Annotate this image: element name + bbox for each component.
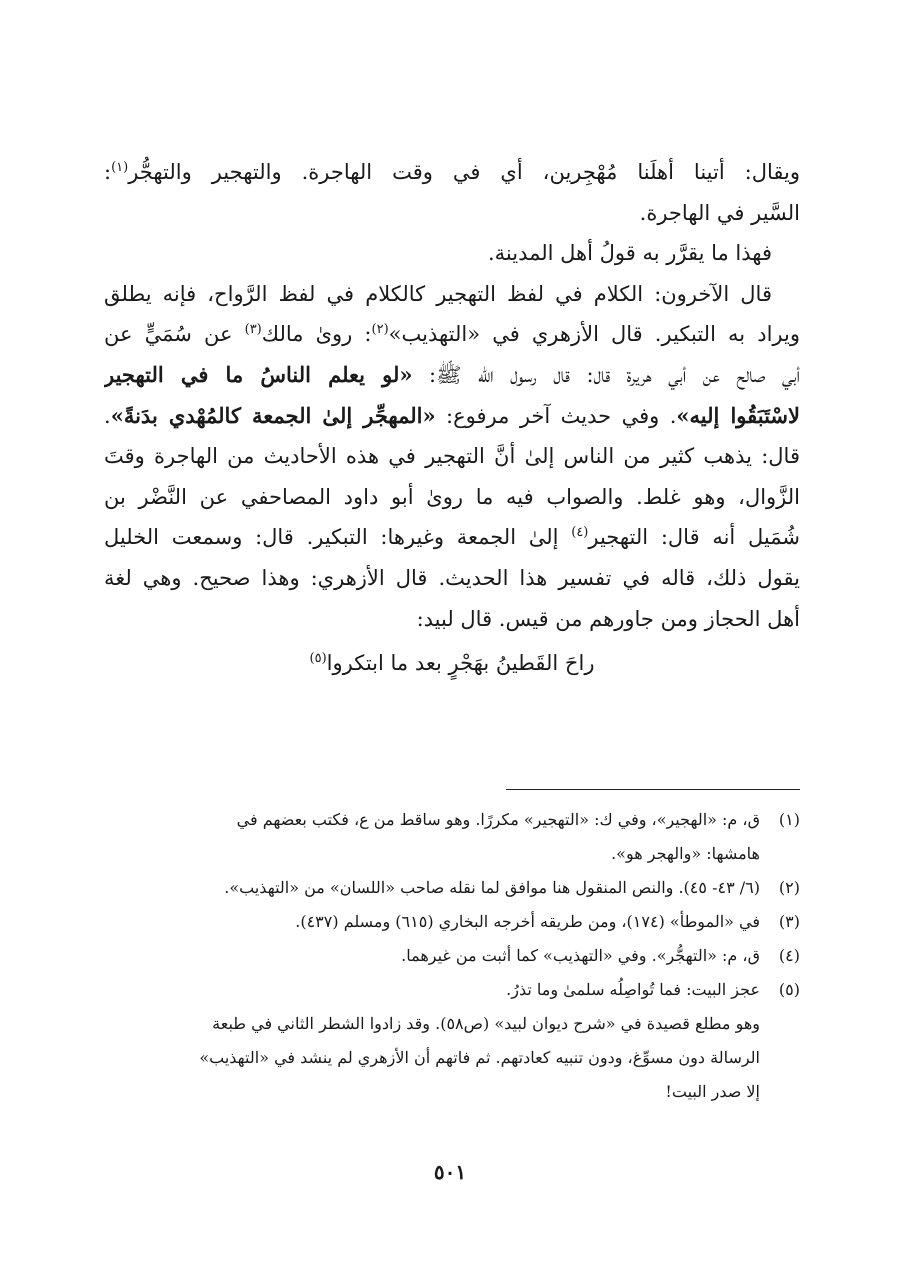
text-run: ويقال: أتينا أهلَنا مُهْجِرين، أي في وقت الهاجرة. والتهجير والتهجُّر [128,160,800,184]
footnote-text [104,803,760,871]
footnote-line: ق، م: «الهجير»، وفي ك: «التهجير» مكررًا. وهو ساقط من ع، فكتب بعضهم في [236,810,760,829]
footnote-text [104,871,760,905]
footnote-line: في «الموطأ» (١٧٤)، ومن طريقه أخرجه البخاري (٦١٥) ومسلم (٤٣٧). [295,912,760,931]
footnote-number: (٢) [778,878,800,897]
text-run: . [104,403,111,428]
text-line [104,355,800,396]
footnote-number: (٤) [778,946,800,965]
footnotes [104,803,800,1109]
footnote-text [104,905,760,939]
hadith-quote: «لو يعلم الناسُ ما في التهجير [104,361,413,387]
poetry-verse [104,643,800,684]
footnote-number: (٥) [778,980,800,999]
text-run: ويراد به التبكير. قال الأزهري في «التهذيب» [388,322,800,347]
paragraph-1 [104,152,800,233]
footnote-ref-4: (٤) [571,525,589,541]
text-line: قال الآخرون: الكلام في لفظ التهجير كالكلام في لفظ الرَّواح، فإنه يطلق [104,281,772,306]
paragraph-2 [104,233,800,274]
text-line [104,314,800,355]
footnote-line: الرسالة دون مسوِّغ، ودون تنبيه كعادتهم. ثم فاتهم أن الأزهري لم ينشد في «التهذيب» [199,1048,760,1067]
footnote-line: (٦/ ٤٣- ٤٥). والنص المنقول هنا موافق لما نقله صاحب «اللسان» من «التهذيب». [224,878,760,897]
footnote-line: ق، م: «التهجُّر». وفي «التهذيب» كما أثبت من غيرهما. [401,946,760,965]
main-text [104,152,800,684]
footnote-line: عجز البيت: فما تُواصِلُه سلمىٰ وما تذرُ. [506,980,760,999]
footnote-ref-1: (١) [111,160,129,175]
text-line [104,517,800,558]
footnote-ref-5: (٥) [309,651,327,667]
footnote-text [104,973,760,1007]
text-run: شُمَيل أنه قال: التهجير [588,525,800,550]
footnote-line: إلا صدر البيت! [665,1082,760,1101]
footnote [104,803,800,871]
footnote [104,905,800,939]
text-line: قال: يذهب كثير من الناس إلىٰ أنَّ التهجير في هذه الأحاديث من الهاجرة وقتَ [104,444,800,469]
footnote-ref-2: (٢) [371,322,389,338]
text-line [104,396,800,437]
text-run: أبي صالح عن أبي هريرة قال: قال رسول الله ﷺ: [412,362,800,387]
text-line: السَّير في الهاجرة. [639,200,800,225]
footnote [104,973,800,1007]
text-run: . وفي حديث آخر مرفوع: [435,403,677,428]
footnote [104,871,800,905]
footnote-ref-3: (٣) [244,322,262,338]
verse-text: راحَ القَطينُ بهَجْرٍ بعد ما ابتكروا [326,651,595,676]
hadith-quote: لاسْتَبَقُوا إليه» [676,402,800,428]
text-run: : [104,160,112,184]
paragraph-3 [104,274,800,639]
page-number: ٥٠١ [433,1160,467,1184]
hadith-quote: «المهجِّر إلىٰ الجمعة كالمُهْدي بدَنةً» [110,402,436,428]
text-line: يقول ذلك، قاله في تفسير هذا الحديث. قال الأزهري: وهذا صحيح. وهي لغة [104,565,800,590]
footnote-line: هامشها: «والهجر هو». [611,844,760,863]
text-run: عن سُمَيٍّ عن [104,322,245,347]
footnote [104,939,800,973]
footnote-text [104,939,760,973]
text-run: إلىٰ الجمعة وغيرها: التبكير. قال: وسمعت الخليل [104,525,572,550]
footnote-separator [506,789,800,790]
footnote-line: وهو مطلع قصيدة في «شرح ديوان لبيد» (ص٥٨). وقد زادوا الشطر الثاني في طبعة [212,1014,760,1033]
text-run: : روىٰ مالك [261,322,372,347]
text-line: فهذا ما يقرَّر به قولُ أهل المدينة. [487,241,772,266]
text-line: الزَّوال، وهو غلط. والصواب فيه ما روىٰ أبو داود المصاحفي عن النَّضْر بن [104,484,800,509]
footnote-continuation [104,1007,800,1109]
text-line [104,152,800,193]
footnote-number: (١) [778,810,800,829]
text-line: أهل الحجاز ومن جاورهم من قيس. قال لبيد: [416,606,800,631]
footnote-number: (٣) [778,912,800,931]
